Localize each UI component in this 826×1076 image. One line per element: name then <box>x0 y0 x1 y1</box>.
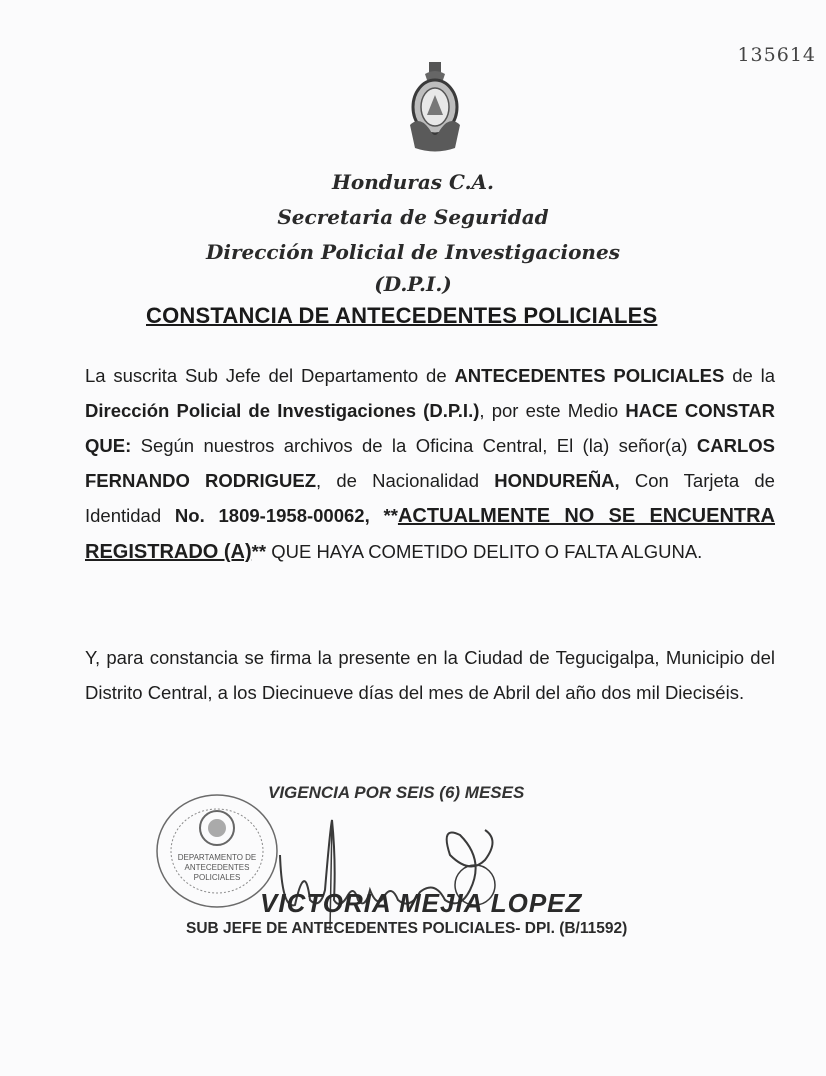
stamp-line-3: POLICIALES <box>193 873 241 882</box>
text: Según nuestros archivos de la Oficina Central, El (la) señor(a) <box>131 435 697 456</box>
header-ministry: Secretaria de Seguridad <box>277 205 549 229</box>
text: Con Tarjeta de Identidad <box>85 470 775 526</box>
stars: ** <box>369 505 398 526</box>
header-country: Honduras C.A. <box>331 170 495 194</box>
signer-title: SUB JEFE DE ANTECEDENTES POLICIALES- DPI. (B/11592) <box>186 920 628 937</box>
signing-paragraph: Y, para constancia se firma la presente en la Ciudad de Tegucigalpa, Municipio del Distrito Central, a los Diecinueve días del mes de Abril del año dos mil Dieciséis. <box>85 647 775 703</box>
certificate-paragraph <box>85 358 775 570</box>
coat-of-arms-icon <box>405 60 465 155</box>
text: La suscrita Sub Jefe del Departamento de <box>85 365 455 386</box>
text: de la <box>724 365 775 386</box>
stamp-line-2: ANTECEDENTES <box>184 863 250 872</box>
id-number: No. 1809-1958-00062, <box>174 505 370 526</box>
stars: ** <box>251 541 267 562</box>
text: QUE HAYA COMETIDO DELITO O FALTA ALGUNA. <box>266 541 703 562</box>
document-title: CONSTANCIA DE ANTECEDENTES POLICIALES <box>146 303 658 328</box>
nationality: HONDUREÑA, <box>494 470 620 491</box>
department-name: ANTECEDENTES POLICIALES <box>454 365 725 386</box>
text: , de Nacionalidad <box>316 470 495 491</box>
stamp-line-1: DEPARTAMENTO DE <box>177 853 257 862</box>
certify-phrase: HACE CONSTAR QUE: <box>85 400 776 456</box>
header-directorate: Dirección Policial de Investigaciones <box>206 240 620 264</box>
directorate-name: Dirección Policial de Investigaciones (D.P.I.) <box>85 400 480 421</box>
serial-number: 135614 <box>737 44 816 66</box>
person-name: CARLOS FERNANDO RODRIGUEZ <box>85 435 775 491</box>
validity-note: VIGENCIA POR SEIS (6) MESES <box>268 783 525 802</box>
header-acronym: (D.P.I.) <box>374 272 452 296</box>
text: , por este Medio <box>479 400 626 421</box>
signer-name: VICTORIA MEJIA LOPEZ <box>260 888 583 918</box>
record-status: ACTUALMENTE NO SE ENCUENTRA REGISTRADO (A) <box>85 505 776 563</box>
